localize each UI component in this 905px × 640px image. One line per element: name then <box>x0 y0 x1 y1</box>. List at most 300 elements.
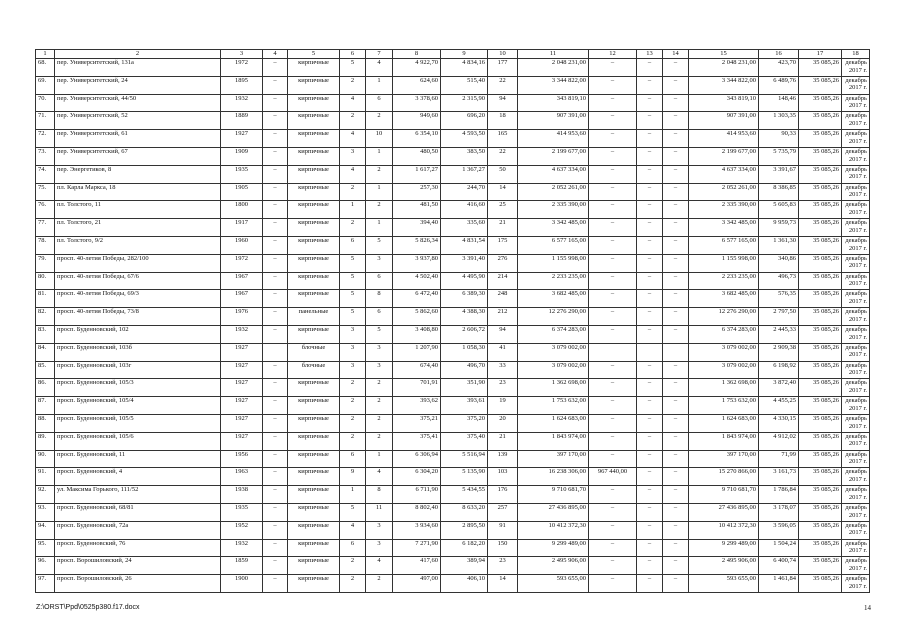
table-cell: 1 786,84 <box>759 486 799 504</box>
table-cell: – <box>663 361 689 379</box>
table-cell: – <box>637 450 663 468</box>
table-cell: 2 495 906,00 <box>689 557 759 575</box>
table-cell: – <box>663 557 689 575</box>
table-cell: 3 682 485,00 <box>689 290 759 308</box>
table-cell: – <box>663 414 689 432</box>
completion-date-cell <box>842 397 870 415</box>
table-cell: 35 085,26 <box>799 432 842 450</box>
table-cell: – <box>589 165 637 183</box>
table-cell: 1 843 974,00 <box>689 432 759 450</box>
table-cell: кирпичные <box>288 112 340 130</box>
table-cell: кирпичные <box>288 486 340 504</box>
table-cell: – <box>263 325 288 343</box>
table-cell: 4 637 334,00 <box>518 165 589 183</box>
column-number-cell: 14 <box>663 50 689 59</box>
table-cell: 1972 <box>221 59 263 77</box>
table-cell: просп. Буденновский, 76 <box>55 539 221 557</box>
table-cell: кирпичные <box>288 397 340 415</box>
table-cell: 248 <box>488 290 518 308</box>
table-cell: 35 085,26 <box>799 343 842 361</box>
table-cell: 6 <box>340 236 366 254</box>
table-cell: 27 436 895,00 <box>689 503 759 521</box>
table-cell: 2 052 261,00 <box>689 183 759 201</box>
table-cell: 244,70 <box>441 183 488 201</box>
table-cell: – <box>663 325 689 343</box>
table-cell: 423,70 <box>759 59 799 77</box>
table-cell: 33 <box>488 361 518 379</box>
table-cell: – <box>263 183 288 201</box>
completion-date-cell <box>842 468 870 486</box>
table-cell: 35 085,26 <box>799 219 842 237</box>
table-cell <box>263 343 288 361</box>
table-cell: – <box>637 503 663 521</box>
table-cell: 90,33 <box>759 130 799 148</box>
completion-year: 2017 г. <box>848 315 867 323</box>
table-cell: 1 <box>366 76 393 94</box>
table-cell: кирпичные <box>288 272 340 290</box>
table-cell: – <box>637 94 663 112</box>
table-cell: 2 909,38 <box>759 343 799 361</box>
table-cell: 967 440,00 <box>589 468 637 486</box>
table-cell: 90. <box>36 450 55 468</box>
table-cell: 94. <box>36 521 55 539</box>
table-cell: – <box>663 468 689 486</box>
completion-year: 2017 г. <box>848 208 867 216</box>
table-cell: 4 <box>340 521 366 539</box>
table-cell: 2 606,72 <box>441 325 488 343</box>
table-cell: кирпичные <box>288 183 340 201</box>
table-cell: 8 386,85 <box>759 183 799 201</box>
table-cell: кирпичные <box>288 432 340 450</box>
table-cell: 73. <box>36 147 55 165</box>
table-cell: 480,50 <box>393 147 441 165</box>
table-cell: – <box>263 432 288 450</box>
completion-month: декабрь <box>845 557 867 565</box>
table-cell: просп. Буденновский, 103г <box>55 361 221 379</box>
table-cell: 2 <box>340 219 366 237</box>
table-cell: 71,99 <box>759 450 799 468</box>
table-cell: 6 577 165,00 <box>689 236 759 254</box>
table-cell: 4 922,70 <box>393 59 441 77</box>
table-row <box>36 361 870 379</box>
table-cell: 4 <box>366 557 393 575</box>
table-cell: просп. Буденновский, 68/81 <box>55 503 221 521</box>
table-cell: 907 391,00 <box>689 112 759 130</box>
housing-register-table <box>35 49 870 593</box>
column-number-cell: 2 <box>55 50 221 59</box>
table-cell: 416,60 <box>441 201 488 219</box>
table-row <box>36 343 870 361</box>
completion-year: 2017 г. <box>848 226 867 234</box>
table-cell: – <box>263 397 288 415</box>
table-cell: 8 <box>366 290 393 308</box>
table-cell: 35 085,26 <box>799 397 842 415</box>
table-cell: 3 408,80 <box>393 325 441 343</box>
table-cell: 6 <box>366 94 393 112</box>
table-cell: 9 710 681,70 <box>518 486 589 504</box>
table-cell: кирпичные <box>288 201 340 219</box>
table-cell: 212 <box>488 308 518 326</box>
table-cell: – <box>589 236 637 254</box>
column-number-cell: 5 <box>288 50 340 59</box>
table-cell: – <box>637 414 663 432</box>
table-cell: 375,40 <box>441 432 488 450</box>
table-cell: 335,60 <box>441 219 488 237</box>
table-cell: 81. <box>36 290 55 308</box>
table-cell: – <box>637 236 663 254</box>
table-cell: 3 <box>366 361 393 379</box>
table-cell: кирпичные <box>288 575 340 593</box>
completion-year: 2017 г. <box>848 440 867 448</box>
table-cell: 6 304,20 <box>393 468 441 486</box>
table-cell: 1900 <box>221 575 263 593</box>
table-cell: 35 085,26 <box>799 183 842 201</box>
table-cell: 22 <box>488 76 518 94</box>
table-cell: 1967 <box>221 272 263 290</box>
table-cell: 3 596,05 <box>759 521 799 539</box>
table-cell: – <box>263 379 288 397</box>
table-cell: 1 <box>366 183 393 201</box>
table-cell: – <box>263 59 288 77</box>
completion-month: декабрь <box>845 521 867 529</box>
table-cell: 1917 <box>221 219 263 237</box>
completion-month: декабрь <box>845 59 867 66</box>
table-cell: просп. 40-летия Победы, 67/6 <box>55 272 221 290</box>
table-row <box>36 59 870 77</box>
table-cell: 1895 <box>221 76 263 94</box>
table-cell: 2 233 235,00 <box>689 272 759 290</box>
table-cell: кирпичные <box>288 539 340 557</box>
table-cell: 3 <box>340 325 366 343</box>
completion-date-cell <box>842 432 870 450</box>
table-cell: 35 085,26 <box>799 503 842 521</box>
table-cell: 1956 <box>221 450 263 468</box>
table-cell: – <box>589 379 637 397</box>
completion-date-cell <box>842 414 870 432</box>
table-cell: 35 085,26 <box>799 521 842 539</box>
table-cell: 20 <box>488 414 518 432</box>
table-cell: 9 <box>340 468 366 486</box>
table-cell: 150 <box>488 539 518 557</box>
table-cell: 1 207,90 <box>393 343 441 361</box>
table-cell: 2 335 390,00 <box>689 201 759 219</box>
column-number-cell: 11 <box>518 50 589 59</box>
table-cell: 176 <box>488 486 518 504</box>
table-row <box>36 557 870 575</box>
table-cell: – <box>263 76 288 94</box>
table-cell: – <box>263 575 288 593</box>
table-cell: 5 826,34 <box>393 236 441 254</box>
table-cell: 72. <box>36 130 55 148</box>
table-cell: 3 079 002,00 <box>689 343 759 361</box>
table-cell <box>589 343 637 361</box>
table-cell: 23 <box>488 379 518 397</box>
table-cell: 35 085,26 <box>799 575 842 593</box>
table-cell: 2 <box>366 414 393 432</box>
table-cell: 389,94 <box>441 557 488 575</box>
table-cell: 701,91 <box>393 379 441 397</box>
completion-month: декабрь <box>845 183 867 191</box>
table-cell: – <box>663 290 689 308</box>
completion-date-cell <box>842 575 870 593</box>
table-cell: кирпичные <box>288 147 340 165</box>
table-cell: 3 079 002,00 <box>518 343 589 361</box>
table-cell: просп. 40-летия Победы, 69/3 <box>55 290 221 308</box>
footer-file-path: Z:\ORST\Ppd\0525p380.f17.docx <box>36 604 140 611</box>
table-cell: 2 <box>366 379 393 397</box>
table-cell: – <box>263 165 288 183</box>
table-cell: 1932 <box>221 325 263 343</box>
completion-year: 2017 г. <box>848 582 867 590</box>
table-cell: – <box>637 557 663 575</box>
table-cell: – <box>663 76 689 94</box>
table-cell: 393,62 <box>393 397 441 415</box>
table-cell: 949,60 <box>393 112 441 130</box>
table-cell: 2 <box>340 414 366 432</box>
table-cell: 10 412 372,30 <box>689 521 759 539</box>
completion-month: декабрь <box>845 503 867 511</box>
table-cell: 1909 <box>221 147 263 165</box>
completion-year: 2017 г. <box>848 404 867 412</box>
table-cell: 4 388,30 <box>441 308 488 326</box>
table-cell: 340,86 <box>759 254 799 272</box>
completion-year: 2017 г. <box>848 155 867 163</box>
table-cell: – <box>263 236 288 254</box>
column-number-row <box>36 50 870 59</box>
table-cell: 5 <box>340 59 366 77</box>
table-cell: 375,20 <box>441 414 488 432</box>
table-cell: 2 797,50 <box>759 308 799 326</box>
table-cell: 9 710 681,70 <box>689 486 759 504</box>
table-row <box>36 183 870 201</box>
completion-year: 2017 г. <box>848 529 867 537</box>
table-cell: 1927 <box>221 432 263 450</box>
table-cell: 5 735,79 <box>759 147 799 165</box>
completion-year: 2017 г. <box>848 493 867 501</box>
table-cell: – <box>589 272 637 290</box>
table-cell: 14 <box>488 183 518 201</box>
table-cell: – <box>637 147 663 165</box>
table-cell: – <box>589 308 637 326</box>
table-cell: кирпичные <box>288 94 340 112</box>
table-cell: – <box>589 397 637 415</box>
table-cell: ул. Максима Горького, 111/52 <box>55 486 221 504</box>
table-cell: 5 <box>366 325 393 343</box>
table-row <box>36 575 870 593</box>
table-cell: 8 <box>366 486 393 504</box>
table-cell: 9 299 489,00 <box>518 539 589 557</box>
table-cell: 74. <box>36 165 55 183</box>
completion-month: декабрь <box>845 219 867 227</box>
table-cell: 397 170,00 <box>518 450 589 468</box>
table-cell: 4 834,16 <box>441 59 488 77</box>
table-row <box>36 112 870 130</box>
table-cell: кирпичные <box>288 414 340 432</box>
table-cell: пер. Университетский, 61 <box>55 130 221 148</box>
table-cell: – <box>663 236 689 254</box>
table-cell: просп. Ворошиловский, 24 <box>55 557 221 575</box>
table-cell: 4 <box>340 94 366 112</box>
completion-date-cell <box>842 290 870 308</box>
completion-year: 2017 г. <box>848 351 867 359</box>
table-cell: – <box>589 130 637 148</box>
table-cell: – <box>263 503 288 521</box>
table-cell: кирпичные <box>288 290 340 308</box>
table-cell: 2 052 261,00 <box>518 183 589 201</box>
table-cell: 1 753 632,00 <box>689 397 759 415</box>
table-cell: 5 <box>340 290 366 308</box>
table-cell: – <box>589 59 637 77</box>
table-cell: 14 <box>488 575 518 593</box>
table-cell: 35 085,26 <box>799 130 842 148</box>
table-row <box>36 94 870 112</box>
table-cell: 3 <box>366 521 393 539</box>
table-cell: 35 085,26 <box>799 325 842 343</box>
table-cell: 5 135,90 <box>441 468 488 486</box>
page-number: 14 <box>864 604 871 612</box>
table-cell <box>637 343 663 361</box>
completion-month: декабрь <box>845 147 867 155</box>
table-cell: 76. <box>36 201 55 219</box>
column-number-cell: 13 <box>637 50 663 59</box>
completion-date-cell <box>842 361 870 379</box>
table-cell: 257 <box>488 503 518 521</box>
table-row <box>36 325 870 343</box>
table-cell: 3 342 485,00 <box>518 219 589 237</box>
completion-month: декабрь <box>845 468 867 476</box>
table-cell: – <box>263 468 288 486</box>
table-cell: – <box>637 432 663 450</box>
table-cell: 79. <box>36 254 55 272</box>
table-cell: 41 <box>488 343 518 361</box>
table-cell: 68. <box>36 59 55 77</box>
table-cell: 27 436 895,00 <box>518 503 589 521</box>
table-cell: 35 085,26 <box>799 112 842 130</box>
table-cell: 16 238 306,00 <box>518 468 589 486</box>
table-cell: – <box>663 521 689 539</box>
column-number-cell: 4 <box>263 50 288 59</box>
completion-year: 2017 г. <box>848 511 867 519</box>
table-cell: 1 <box>366 147 393 165</box>
table-cell: 576,35 <box>759 290 799 308</box>
table-cell: 35 085,26 <box>799 290 842 308</box>
table-cell: – <box>663 130 689 148</box>
table-cell: 35 085,26 <box>799 94 842 112</box>
table-cell: 6 <box>366 272 393 290</box>
table-cell: 6 489,76 <box>759 76 799 94</box>
table-cell: – <box>637 272 663 290</box>
table-cell: 35 085,26 <box>799 486 842 504</box>
completion-year: 2017 г. <box>848 280 867 288</box>
completion-date-cell <box>842 450 870 468</box>
table-cell: – <box>589 94 637 112</box>
table-cell: панельные <box>288 308 340 326</box>
table-cell: 1927 <box>221 414 263 432</box>
table-row <box>36 450 870 468</box>
table-cell: 6 <box>340 450 366 468</box>
completion-date-cell <box>842 308 870 326</box>
table-cell: кирпичные <box>288 130 340 148</box>
table-cell: 5 <box>340 308 366 326</box>
completion-year: 2017 г. <box>848 173 867 181</box>
completion-month: декабрь <box>845 379 867 387</box>
completion-month: декабрь <box>845 254 867 262</box>
completion-month: декабрь <box>845 112 867 120</box>
table-cell: – <box>263 308 288 326</box>
completion-month: декабрь <box>845 361 867 369</box>
table-cell: 593 655,00 <box>518 575 589 593</box>
table-cell: 394,40 <box>393 219 441 237</box>
table-cell: 1 617,27 <box>393 165 441 183</box>
table-cell: 3 344 822,00 <box>689 76 759 94</box>
table-cell: – <box>637 165 663 183</box>
column-number-cell: 6 <box>340 50 366 59</box>
table-cell: 1 362 698,00 <box>689 379 759 397</box>
table-cell: – <box>663 183 689 201</box>
table-row <box>36 521 870 539</box>
table-cell: 1927 <box>221 361 263 379</box>
table-cell: 69. <box>36 76 55 94</box>
completion-year: 2017 г. <box>848 137 867 145</box>
table-cell: – <box>263 147 288 165</box>
table-cell: 1932 <box>221 94 263 112</box>
table-cell: 23 <box>488 557 518 575</box>
table-cell: – <box>589 76 637 94</box>
table-cell: пл. Толстого, 21 <box>55 219 221 237</box>
table-cell: 6 354,10 <box>393 130 441 148</box>
completion-date-cell <box>842 130 870 148</box>
table-cell: 3 <box>340 361 366 379</box>
table-cell: 2 495 906,00 <box>518 557 589 575</box>
table-cell: 4 330,15 <box>759 414 799 432</box>
table-cell: кирпичные <box>288 325 340 343</box>
table-cell: – <box>663 272 689 290</box>
table-cell: 1960 <box>221 236 263 254</box>
table-cell: 4 502,40 <box>393 272 441 290</box>
table-cell: 103 <box>488 468 518 486</box>
table-cell: 10 <box>366 130 393 148</box>
table-cell: 7 271,90 <box>393 539 441 557</box>
table-cell: 406,10 <box>441 575 488 593</box>
table-cell: 1 504,24 <box>759 539 799 557</box>
table-cell: – <box>589 147 637 165</box>
table-cell: – <box>589 325 637 343</box>
table-cell: 4 831,54 <box>441 236 488 254</box>
table-cell: – <box>637 397 663 415</box>
table-cell: 3 934,60 <box>393 521 441 539</box>
table-cell: 11 <box>366 503 393 521</box>
table-cell: 2 <box>366 397 393 415</box>
completion-year: 2017 г. <box>848 475 867 483</box>
table-cell: 35 085,26 <box>799 254 842 272</box>
table-cell: 4 <box>366 59 393 77</box>
table-cell: 177 <box>488 59 518 77</box>
table-cell: 6 389,30 <box>441 290 488 308</box>
table-cell: – <box>263 201 288 219</box>
table-cell: 4 <box>340 130 366 148</box>
table-cell: 88. <box>36 414 55 432</box>
table-cell: 593 655,00 <box>689 575 759 593</box>
table-cell: 6 374 283,00 <box>689 325 759 343</box>
table-cell: – <box>263 557 288 575</box>
table-cell: 21 <box>488 432 518 450</box>
table-cell: 3 344 822,00 <box>518 76 589 94</box>
table-cell: пер. Университетский, 131а <box>55 59 221 77</box>
table-cell: – <box>637 468 663 486</box>
table-cell: 397 170,00 <box>689 450 759 468</box>
table-cell: 85. <box>36 361 55 379</box>
table-cell: просп. 40-летия Победы, 73/8 <box>55 308 221 326</box>
